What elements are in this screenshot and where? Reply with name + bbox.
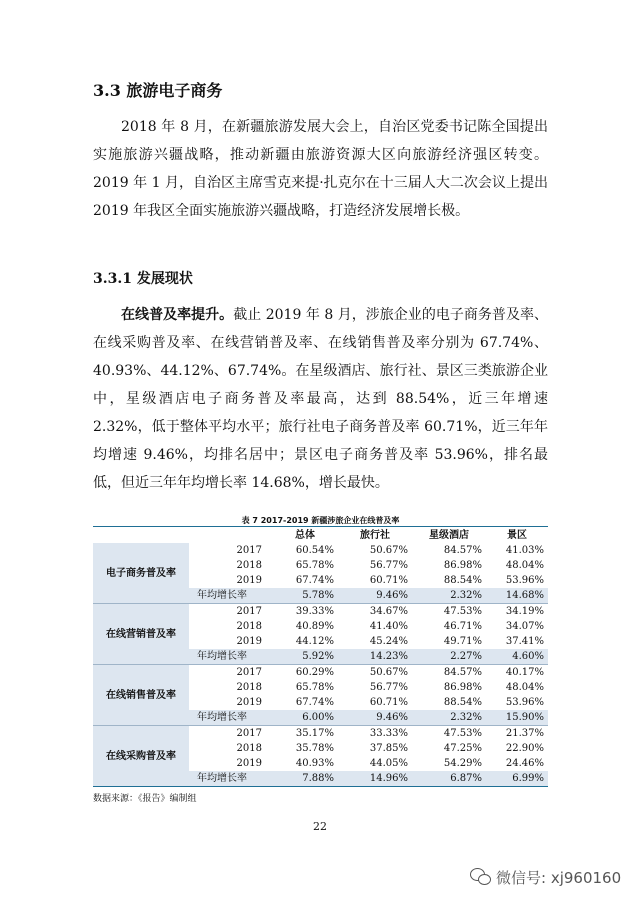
value-cell: 37.41% — [505, 636, 544, 647]
year-label: 2017 — [236, 545, 262, 556]
value-cell: 47.25% — [443, 743, 482, 754]
value-cell: 9.46% — [338, 588, 412, 604]
avg-growth-label: 年均增长率 — [189, 588, 272, 604]
year-label: 2017 — [236, 606, 262, 617]
value-cell: 21.37% — [505, 728, 544, 739]
value-cell: 41.40% — [369, 621, 408, 632]
value-cell: 14.23% — [338, 649, 412, 665]
metric-label: 在线营销普及率 — [93, 604, 189, 665]
table-header-row — [93, 527, 548, 544]
value-cell: 86.98% — [443, 560, 482, 571]
value-cell: 88.54% — [443, 697, 482, 708]
year-label: 2019 — [236, 697, 262, 708]
value-cell: 53.96% — [505, 575, 544, 586]
status-paragraph — [93, 301, 548, 497]
table-row — [93, 726, 548, 742]
status-paragraph-lead: 在线普及率提升。 — [121, 307, 234, 323]
metric-label: 在线销售普及率 — [93, 665, 189, 726]
table-body — [93, 543, 548, 787]
section-heading: 3.3 旅游电子商务 — [93, 81, 223, 100]
metric-label: 电子商务普及率 — [93, 543, 189, 604]
value-cell: 47.53% — [443, 728, 482, 739]
avg-growth-label: 年均增长率 — [189, 771, 272, 787]
value-cell: 56.77% — [369, 682, 408, 693]
value-cell: 35.17% — [295, 728, 334, 739]
value-cell: 54.29% — [443, 758, 482, 769]
value-cell: 65.78% — [295, 682, 334, 693]
value-cell: 34.67% — [369, 606, 408, 617]
value-cell: 35.78% — [295, 743, 334, 754]
year-label: 2018 — [236, 682, 262, 693]
wechat-icon — [470, 868, 492, 886]
value-cell: 41.03% — [505, 545, 544, 556]
value-cell: 46.71% — [443, 621, 482, 632]
value-cell: 50.67% — [369, 667, 408, 678]
value-cell: 44.05% — [369, 758, 408, 769]
value-cell: 5.92% — [272, 649, 338, 665]
year-label: 2018 — [236, 560, 262, 571]
header-cell: 星级酒店 — [412, 527, 486, 544]
header-cell: 总体 — [272, 527, 338, 544]
year-label: 2017 — [236, 728, 262, 739]
table-caption: 表 7 2017-2019 新疆涉旅企业在线普及率 — [241, 516, 400, 525]
value-cell: 6.99% — [486, 771, 548, 787]
value-cell: 88.54% — [443, 575, 482, 586]
penetration-table — [93, 526, 548, 787]
header-cell — [93, 527, 189, 544]
value-cell: 40.17% — [505, 667, 544, 678]
year-label: 2018 — [236, 621, 262, 632]
value-cell: 65.78% — [295, 560, 334, 571]
value-cell: 34.07% — [505, 621, 544, 632]
value-cell: 49.71% — [443, 636, 482, 647]
value-cell: 84.57% — [443, 545, 482, 556]
value-cell: 33.33% — [369, 728, 408, 739]
table-row — [93, 604, 548, 620]
value-cell: 24.46% — [505, 758, 544, 769]
value-cell: 44.12% — [295, 636, 334, 647]
value-cell: 5.78% — [272, 588, 338, 604]
year-label: 2018 — [236, 743, 262, 754]
value-cell: 48.04% — [505, 682, 544, 693]
value-cell: 67.74% — [295, 575, 334, 586]
value-cell: 22.90% — [505, 743, 544, 754]
value-cell: 60.29% — [295, 667, 334, 678]
value-cell: 47.53% — [443, 606, 482, 617]
header-cell — [189, 527, 272, 544]
value-cell: 60.54% — [295, 545, 334, 556]
year-label: 2019 — [236, 758, 262, 769]
value-cell: 53.96% — [505, 697, 544, 708]
value-cell: 45.24% — [369, 636, 408, 647]
value-cell: 2.27% — [412, 649, 486, 665]
value-cell: 34.19% — [505, 606, 544, 617]
value-cell: 6.00% — [272, 710, 338, 726]
header-cell: 旅行社 — [338, 527, 412, 544]
watermark-text: 微信号: xj960160 — [496, 868, 622, 887]
year-label: 2019 — [236, 575, 262, 586]
value-cell: 15.90% — [486, 710, 548, 726]
value-cell: 7.88% — [272, 771, 338, 787]
value-cell: 14.96% — [338, 771, 412, 787]
value-cell: 2.32% — [412, 710, 486, 726]
value-cell: 39.33% — [295, 606, 334, 617]
avg-growth-label: 年均增长率 — [189, 649, 272, 665]
header-cell: 景区 — [486, 527, 548, 544]
metric-label: 在线采购普及率 — [93, 726, 189, 787]
intro-paragraph — [93, 113, 548, 225]
page-number: 22 — [313, 820, 327, 833]
intro-paragraph-text: 2018 年 8 月，在新疆旅游发展大会上，自治区党委书记陈全国提出实施旅游兴疆战略，推动新疆由旅游资源大区向旅游经济强区转变。2019 年 1 月，自治区主席雪克来提·扎克尔在十三届人大二次会议上提出 2019 年我区全面实施旅游兴疆战略，打造经济发展增长极。 — [93, 119, 548, 219]
subsection-heading: 3.3.1 发展现状 — [93, 271, 193, 287]
value-cell: 2.32% — [412, 588, 486, 604]
value-cell: 37.85% — [369, 743, 408, 754]
value-cell: 60.71% — [369, 575, 408, 586]
avg-growth-label: 年均增长率 — [189, 710, 272, 726]
value-cell: 6.87% — [412, 771, 486, 787]
value-cell: 4.60% — [486, 649, 548, 665]
value-cell: 50.67% — [369, 545, 408, 556]
table-row — [93, 665, 548, 681]
source-note: 数据来源：《报告》编制组 — [93, 794, 197, 804]
value-cell: 14.68% — [486, 588, 548, 604]
value-cell: 40.89% — [295, 621, 334, 632]
value-cell: 9.46% — [338, 710, 412, 726]
value-cell: 40.93% — [295, 758, 334, 769]
value-cell: 48.04% — [505, 560, 544, 571]
year-label: 2017 — [236, 667, 262, 678]
value-cell: 60.71% — [369, 697, 408, 708]
value-cell: 56.77% — [369, 560, 408, 571]
value-cell: 67.74% — [295, 697, 334, 708]
value-cell: 86.98% — [443, 682, 482, 693]
status-paragraph-body: 截止 2019 年 8 月，涉旅企业的电子商务普及率、在线采购普及率、在线营销普及率、在线销售普及率分别为 67.74%、40.93%、44.12%、67.74%。在星级酒店、旅行社、景区三类旅游企业中，星级酒店电子商务普及率最高，达到 88.54%，近三年增速 2.32%，低于整体平均水平；旅行社电子商务普及率 60.71%，近三年年均增速 9.46%，均排名居中；景区电子商务普及率 53.96%，排名最低，但近三年年均增长率 14.68%，增长最快。 — [93, 307, 548, 491]
year-label: 2019 — [236, 636, 262, 647]
watermark — [470, 865, 621, 889]
value-cell: 84.57% — [443, 667, 482, 678]
table-row — [93, 543, 548, 558]
